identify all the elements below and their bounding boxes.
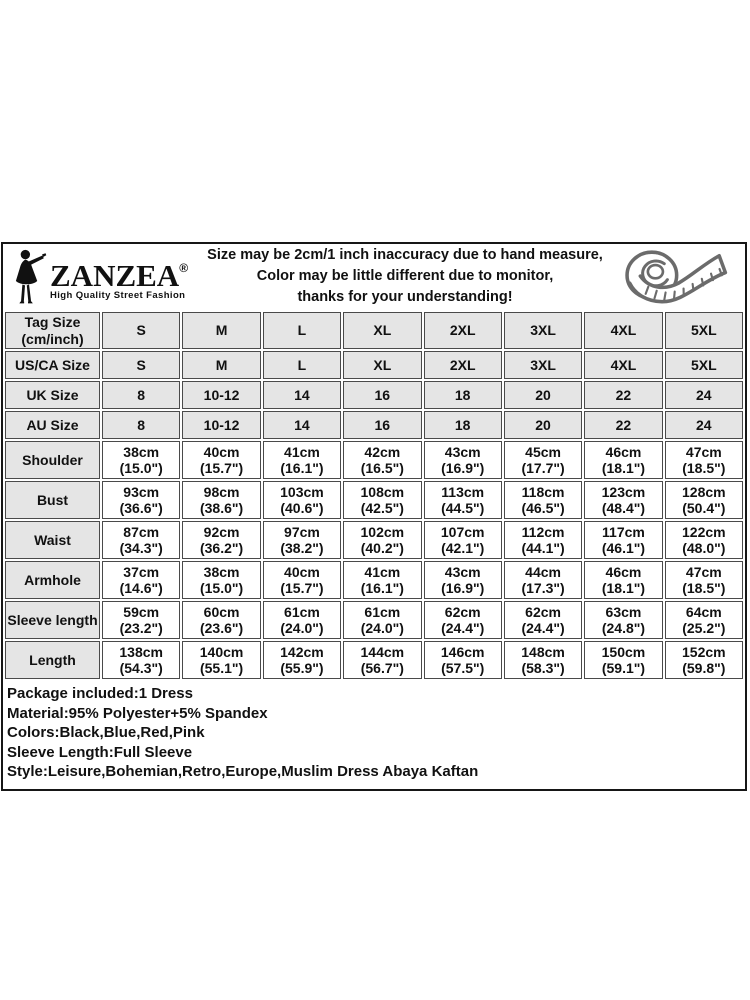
value-cell: 14 (263, 381, 341, 409)
value-cell: 8 (102, 381, 180, 409)
value-cell: 61cm (24.0") (263, 601, 341, 639)
value-cell: 24 (665, 381, 743, 409)
value-cell: 140cm (55.1") (182, 641, 260, 679)
row-label: AU Size (5, 411, 100, 439)
brand-text-block (50, 253, 188, 301)
value-cell: 41cm (16.1") (343, 561, 421, 599)
corner-cell: Tag Size (cm/inch) (5, 312, 100, 349)
value-cell: 20 (504, 381, 582, 409)
size-column-header: M (182, 312, 260, 349)
disclaimer-text (203, 245, 607, 310)
value-cell: 18 (424, 381, 502, 409)
value-cell: 10-12 (182, 411, 260, 439)
size-column-header: 3XL (504, 312, 582, 349)
value-cell: 117cm (46.1") (584, 521, 662, 559)
size-chart-sheet (1, 242, 747, 791)
value-cell: L (263, 351, 341, 379)
value-cell: 4XL (584, 351, 662, 379)
value-cell: 108cm (42.5") (343, 481, 421, 519)
value-cell: 47cm (18.5") (665, 561, 743, 599)
value-cell: 16 (343, 381, 421, 409)
size-column-header: XL (343, 312, 421, 349)
value-cell: 144cm (56.7") (343, 641, 421, 679)
brand-name: ZANZEA® (50, 258, 189, 293)
row-label: Bust (5, 481, 100, 519)
value-cell: 98cm (38.6") (182, 481, 260, 519)
row-label: UK Size (5, 381, 100, 409)
value-cell: 64cm (25.2") (665, 601, 743, 639)
table-row (5, 641, 743, 679)
brand-tagline: High Quality Street Fashion (50, 290, 186, 301)
size-column-header: 2XL (424, 312, 502, 349)
value-cell: 63cm (24.8") (584, 601, 662, 639)
value-cell: 3XL (504, 351, 582, 379)
value-cell: 60cm (23.6") (182, 601, 260, 639)
value-cell: 38cm (15.0") (102, 441, 180, 479)
value-cell: 46cm (18.1") (584, 441, 662, 479)
table-row (5, 561, 743, 599)
table-row (5, 481, 743, 519)
value-cell: S (102, 351, 180, 379)
header (3, 244, 745, 310)
value-cell: 18 (424, 411, 502, 439)
table-row (5, 351, 743, 379)
value-cell: 152cm (59.8") (665, 641, 743, 679)
value-cell: 41cm (16.1") (263, 441, 341, 479)
value-cell: 103cm (40.6") (263, 481, 341, 519)
size-column-header: L (263, 312, 341, 349)
value-cell: 61cm (24.0") (343, 601, 421, 639)
value-cell: XL (343, 351, 421, 379)
value-cell: 46cm (18.1") (584, 561, 662, 599)
value-cell: 44cm (17.3") (504, 561, 582, 599)
value-cell: 62cm (24.4") (504, 601, 582, 639)
product-info-line: Colors:Black,Blue,Red,Pink (7, 724, 205, 741)
value-cell: 92cm (36.2") (182, 521, 260, 559)
size-column-header: S (102, 312, 180, 349)
value-cell: 14 (263, 411, 341, 439)
value-cell: 123cm (48.4") (584, 481, 662, 519)
value-cell: M (182, 351, 260, 379)
value-cell: 42cm (16.5") (343, 441, 421, 479)
value-cell: 40cm (15.7") (263, 561, 341, 599)
row-label: Armhole (5, 561, 100, 599)
value-cell: 37cm (14.6") (102, 561, 180, 599)
value-cell: 93cm (36.6") (102, 481, 180, 519)
value-cell: 102cm (40.2") (343, 521, 421, 559)
value-cell: 24 (665, 411, 743, 439)
woman-figure-icon (7, 248, 49, 306)
row-label: Waist (5, 521, 100, 559)
value-cell: 10-12 (182, 381, 260, 409)
value-cell: 142cm (55.9") (263, 641, 341, 679)
value-cell: 38cm (15.0") (182, 561, 260, 599)
value-cell: 40cm (15.7") (182, 441, 260, 479)
value-cell: 97cm (38.2") (263, 521, 341, 559)
row-label: Shoulder (5, 441, 100, 479)
product-info-line: Material:95% Polyester+5% Spandex (7, 704, 268, 722)
disclaimer-line: Size may be 2cm/1 inch inaccuracy due to hand measure, (207, 246, 603, 263)
size-column-header: 4XL (584, 312, 662, 349)
value-cell: 22 (584, 411, 662, 439)
product-info (3, 681, 745, 789)
value-cell: 47cm (18.5") (665, 441, 743, 479)
value-cell: 122cm (48.0") (665, 521, 743, 559)
value-cell: 59cm (23.2") (102, 601, 180, 639)
value-cell: 62cm (24.4") (424, 601, 502, 639)
row-label: Sleeve length (5, 601, 100, 639)
value-cell: 113cm (44.5") (424, 481, 502, 519)
tape-measure-icon (607, 246, 741, 308)
value-cell: 146cm (57.5") (424, 641, 502, 679)
brand-logo (7, 248, 203, 306)
table-row (5, 411, 743, 439)
table-header-row (5, 312, 743, 349)
value-cell: 8 (102, 411, 180, 439)
value-cell: 16 (343, 411, 421, 439)
disclaimer-line: Color may be little different due to monitor, (256, 267, 554, 284)
value-cell: 128cm (50.4") (665, 481, 743, 519)
registered-mark: ® (179, 261, 189, 275)
value-cell: 2XL (424, 351, 502, 379)
table-row (5, 441, 743, 479)
product-info-line: Package included:1 Dress (7, 685, 193, 702)
value-cell: 148cm (58.3") (504, 641, 582, 679)
product-info-line: Sleeve Length:Full Sleeve (7, 743, 193, 761)
value-cell: 5XL (665, 351, 743, 379)
disclaimer-line: thanks for your understanding! (297, 288, 513, 305)
value-cell: 22 (584, 381, 662, 409)
row-label: Length (5, 641, 100, 679)
product-info-line: Style:Leisure,Bohemian,Retro,Europe,Muslim Dress Abaya Kaftan (7, 763, 479, 780)
value-cell: 20 (504, 411, 582, 439)
table-row (5, 521, 743, 559)
value-cell: 150cm (59.1") (584, 641, 662, 679)
row-label: US/CA Size (5, 351, 100, 379)
value-cell: 107cm (42.1") (424, 521, 502, 559)
value-cell: 138cm (54.3") (102, 641, 180, 679)
value-cell: 87cm (34.3") (102, 521, 180, 559)
size-table (3, 310, 745, 681)
value-cell: 43cm (16.9") (424, 561, 502, 599)
table-row (5, 601, 743, 639)
value-cell: 45cm (17.7") (504, 441, 582, 479)
size-column-header: 5XL (665, 312, 743, 349)
value-cell: 43cm (16.9") (424, 441, 502, 479)
value-cell: 118cm (46.5") (504, 481, 582, 519)
table-row (5, 381, 743, 409)
value-cell: 112cm (44.1") (504, 521, 582, 559)
